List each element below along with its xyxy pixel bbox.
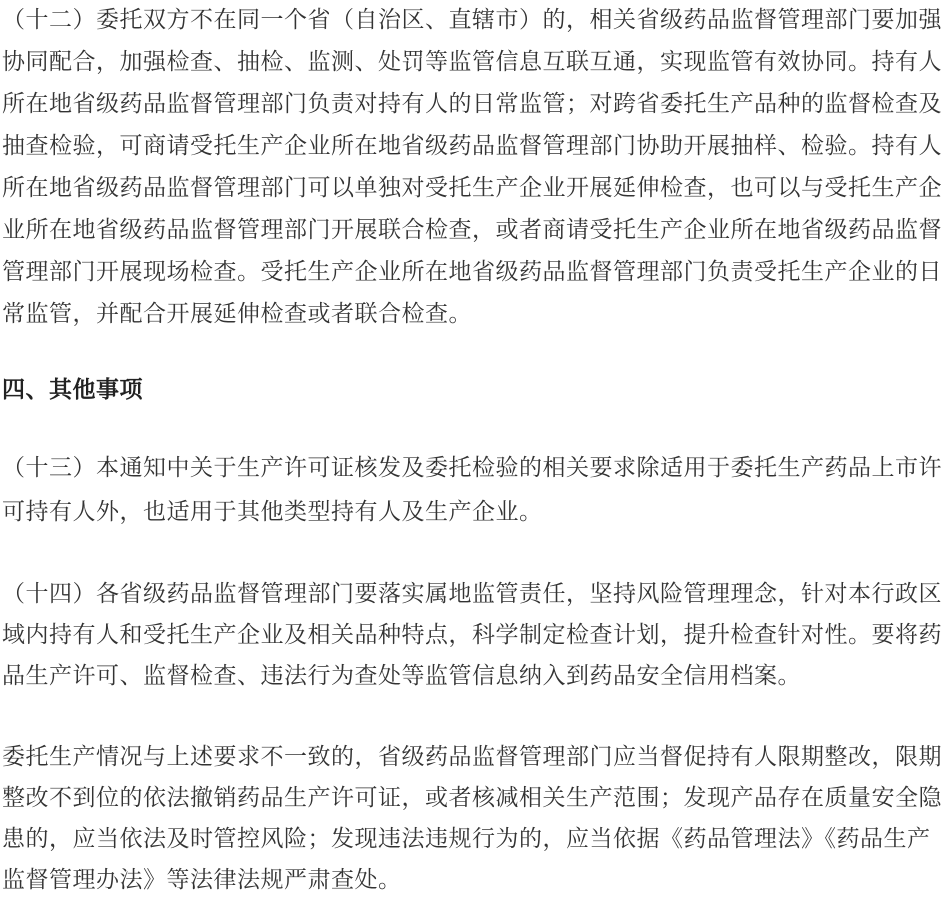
paragraph-line: 所在地省级药品监督管理部门负责对持有人的日常监管；对跨省委托生产品种的监督检查及 bbox=[2, 91, 942, 117]
paragraph-line: 委托生产情况与上述要求不一致的，省级药品监督管理部门应当督促持有人限期整改，限期 bbox=[2, 744, 942, 770]
paragraph-line: 管理部门开展现场检查。受托生产企业所在地省级药品监督管理部门负责受托生产企业的日 bbox=[2, 259, 942, 285]
paragraph-line: （十四）各省级药品监督管理部门要落实属地监管责任，坚持风险管理理念，针对本行政区 bbox=[2, 581, 942, 607]
section-heading: 四、其他事项 bbox=[2, 377, 143, 403]
paragraph-line: 可持有人外，也适用于其他类型持有人及生产企业。 bbox=[2, 499, 543, 525]
paragraph-line: （十二）委托双方不在同一个省（自治区、直辖市）的，相关省级药品监督管理部门要加强 bbox=[2, 7, 942, 33]
paragraph-line: 常监管，并配合开展延伸检查或者联合检查。 bbox=[2, 301, 472, 327]
paragraph-line: （十三）本通知中关于生产许可证核发及委托检验的相关要求除适用于委托生产药品上市许 bbox=[2, 455, 942, 481]
paragraph-line: 业所在地省级药品监督管理部门开展联合检查，或者商请受托生产企业所在地省级药品监督 bbox=[2, 217, 942, 243]
paragraph-line: 抽查检验，可商请受托生产企业所在地省级药品监督管理部门协助开展抽样、检验。持有人 bbox=[2, 133, 942, 159]
paragraph-line: 患的，应当依法及时管控风险；发现违法违规行为的，应当依据《药品管理法》《药品生产 bbox=[2, 826, 931, 852]
paragraph-line: 整改不到位的依法撤销药品生产许可证，或者核减相关生产范围；发现产品存在质量安全隐 bbox=[2, 785, 942, 811]
paragraph-line: 域内持有人和受托生产企业及相关品种特点，科学制定检查计划，提升检查针对性。要将药 bbox=[2, 622, 942, 648]
paragraph-line: 协同配合，加强检查、抽检、监测、处罚等监管信息互联互通，实现监管有效协同。持有人 bbox=[2, 49, 942, 75]
paragraph-line: 品生产许可、监督检查、违法行为查处等监管信息纳入到药品安全信用档案。 bbox=[2, 663, 801, 689]
paragraph-line: 监督管理办法》等法律法规严肃查处。 bbox=[2, 867, 402, 893]
paragraph-line: 所在地省级药品监督管理部门可以单独对受托生产企业开展延伸检查，也可以与受托生产企 bbox=[2, 175, 942, 201]
